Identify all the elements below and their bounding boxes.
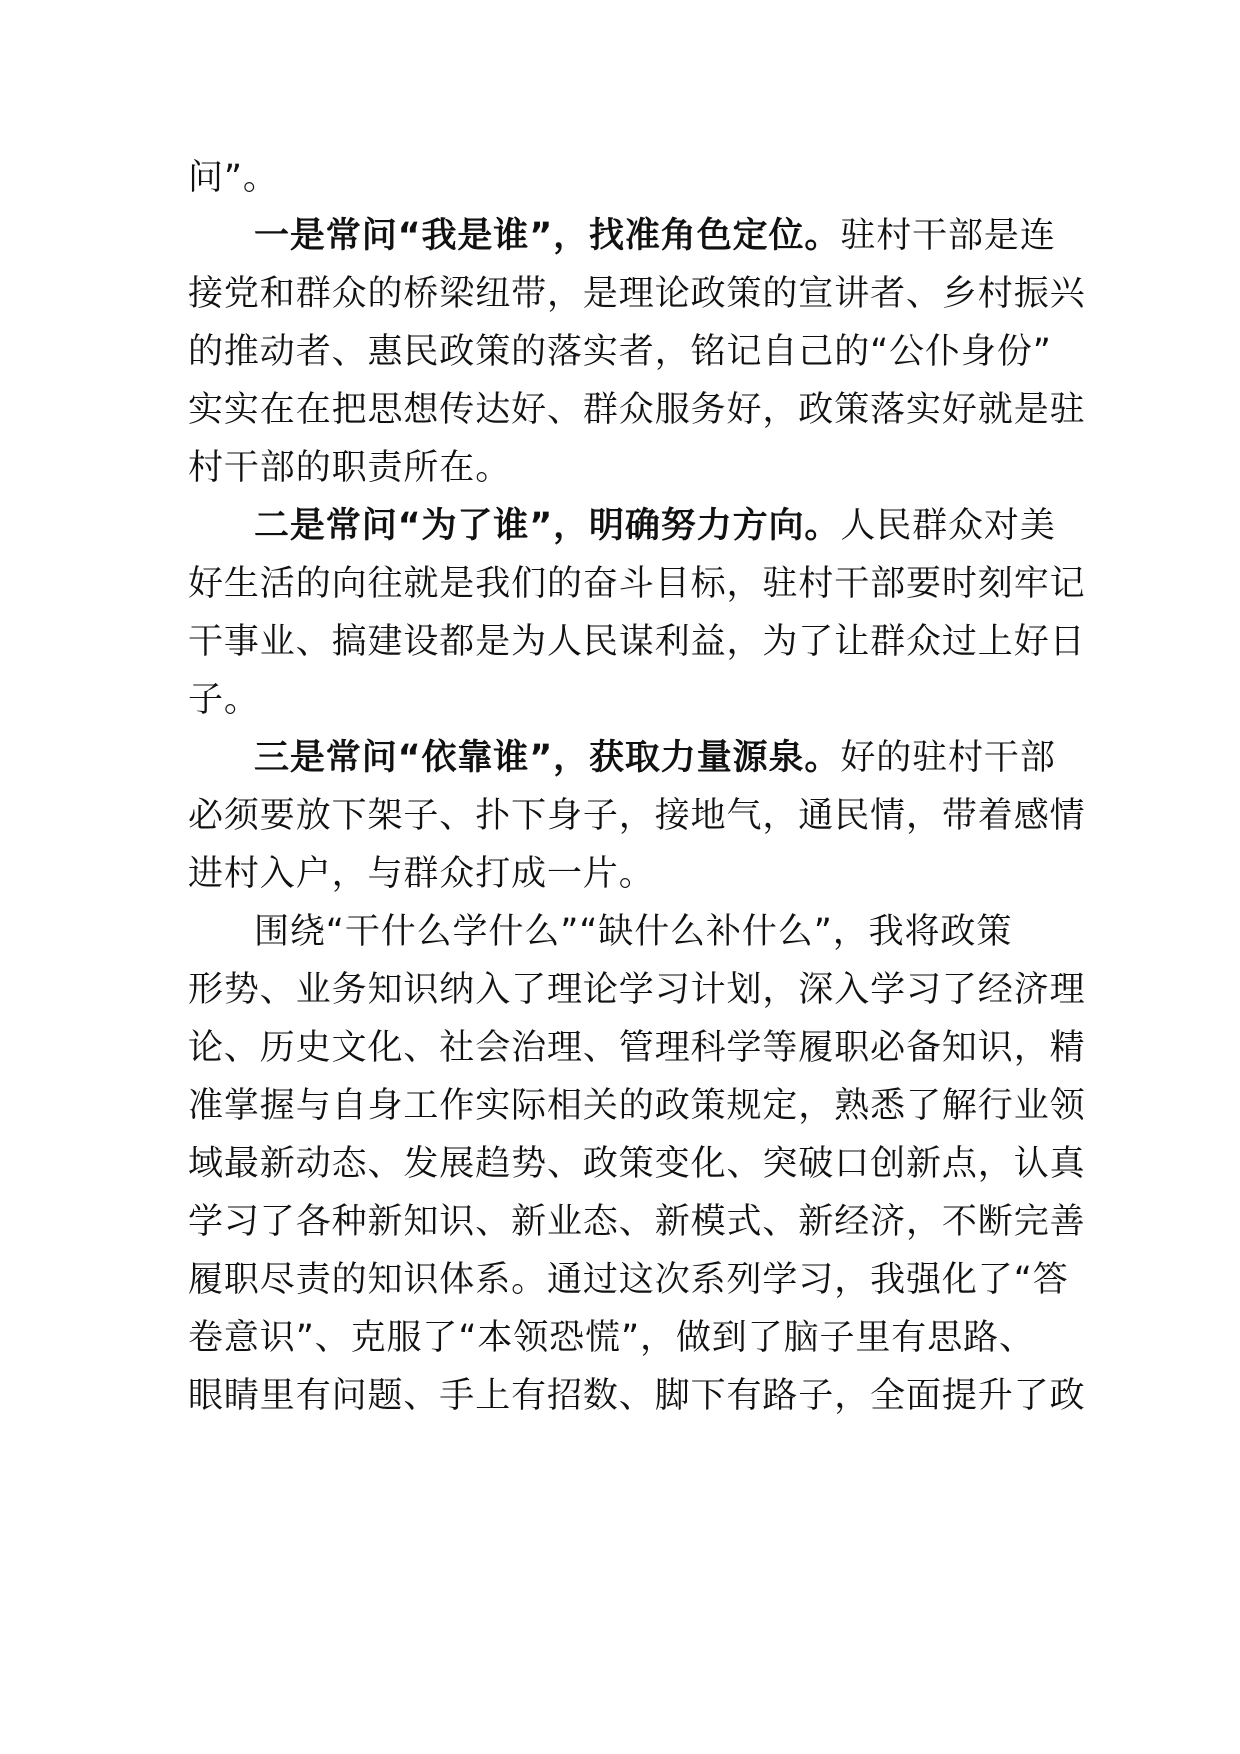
heading-run: 一是常问“我是谁”，找准角色定位。: [254, 216, 841, 256]
text-line: [188, 1074, 1086, 1138]
text-run: 实实在在把思想传达好、群众服务好，政策落实好就是驻: [188, 390, 1086, 430]
text-line: [188, 552, 1086, 616]
text-run: 围绕“干什么学什么”“缺什么补什么”，我将政策: [254, 912, 1013, 952]
text-run: 的推动者、惠民政策的落实者，铭记自己的“公仆身份”: [188, 332, 1052, 372]
text-run: 好的驻村干部: [840, 738, 1056, 778]
text-run: 学习了各种新知识、新业态、新模式、新经济，不断完善: [188, 1202, 1086, 1242]
text-line: [188, 1248, 1069, 1312]
text-run: 履职尽责的知识体系。通过这次系列学习，我强化了“答: [188, 1260, 1069, 1300]
text-run: 准掌握与自身工作实际相关的政策规定，熟悉了解行业领: [188, 1086, 1086, 1126]
text-line: [188, 610, 1086, 674]
text-line: [188, 320, 1052, 384]
text-run: 必须要放下架子、扑下身子，接地气，通民情，带着感情: [188, 796, 1086, 836]
text-run: 眼睛里有问题、手上有招数、脚下有路子，全面提升了政: [188, 1376, 1086, 1416]
text-run: 人民群众对美: [840, 506, 1056, 546]
text-line: [188, 1306, 1035, 1370]
text-run: 论、历史文化、社会治理、管理科学等履职必备知识，精: [188, 1028, 1086, 1068]
paragraph-first-line: [254, 900, 1012, 964]
text-line: [188, 146, 279, 210]
text-line: [188, 958, 1086, 1022]
text-line: [188, 668, 260, 732]
paragraph-first-line: [254, 204, 1056, 268]
text-line: [188, 842, 655, 906]
text-run: 进村入户，与群众打成一片。: [188, 854, 655, 894]
text-line: [188, 784, 1086, 848]
text-line: [188, 1190, 1086, 1254]
heading-run: 三是常问“依靠谁”，获取力量源泉。: [254, 738, 841, 778]
heading-run: 二是常问“为了谁”，明确努力方向。: [254, 506, 841, 546]
paragraph-first-line: [254, 726, 1056, 790]
text-run: 好生活的向往就是我们的奋斗目标，驻村干部要时刻牢记: [188, 564, 1086, 604]
text-line: [188, 1364, 1086, 1428]
text-run: 驻村干部是连: [840, 216, 1056, 256]
text-line: [188, 378, 1086, 442]
text-run: 问”。: [188, 158, 279, 198]
text-line: [188, 1132, 1086, 1196]
paragraph-first-line: [254, 494, 1056, 558]
text-run: 卷意识”、克服了“本领恐慌”，做到了脑子里有思路、: [188, 1318, 1035, 1358]
text-run: 子。: [188, 680, 260, 720]
text-run: 域最新动态、发展趋势、政策变化、突破口创新点，认真: [188, 1144, 1086, 1184]
text-line: [188, 262, 1086, 326]
text-run: 接党和群众的桥梁纽带，是理论政策的宣讲者、乡村振兴: [188, 274, 1086, 314]
text-run: 形势、业务知识纳入了理论学习计划，深入学习了经济理: [188, 970, 1086, 1010]
text-run: 村干部的职责所在。: [188, 448, 512, 488]
text-line: [188, 436, 511, 500]
text-line: [188, 1016, 1086, 1080]
text-run: 干事业、搞建设都是为人民谋利益，为了让群众过上好日: [188, 622, 1086, 662]
